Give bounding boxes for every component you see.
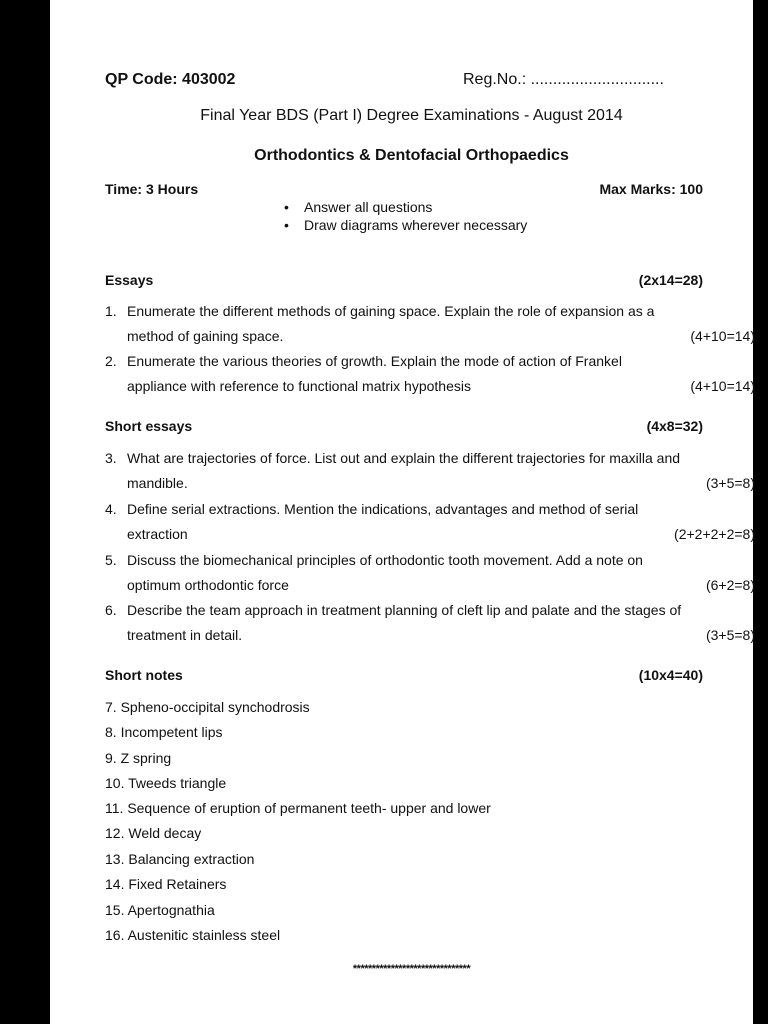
question-text-cont: method of gaining space. (127, 328, 284, 344)
short-note-item: 11. Sequence of eruption of permanent teeth- upper and lower (105, 800, 491, 816)
question-number: 2. (105, 353, 117, 369)
short-note-item: 8. Incompetent lips (105, 724, 223, 740)
instruction-item: • Draw diagrams wherever necessary (282, 216, 527, 234)
exam-paper (50, 0, 753, 1024)
instructions-list (282, 198, 527, 234)
instruction-item: • Answer all questions (282, 198, 527, 216)
question-number: 5. (105, 552, 117, 568)
short-note-item: 14. Fixed Retainers (105, 876, 227, 892)
short-note-item: 9. Z spring (105, 750, 172, 766)
short-essays-marks: (4x8=32) (646, 418, 703, 434)
question-marks: (3+5=8) (705, 627, 755, 643)
question-marks: (2+2+2+2=8) (674, 526, 755, 542)
question-text-cont: treatment in detail. (127, 627, 243, 643)
question-marks: (4+10=14) (690, 378, 755, 394)
short-note-item: 12. Weld decay (105, 825, 202, 841)
essays-marks: (2x14=28) (638, 272, 703, 288)
short-essays-heading: Short essays (105, 418, 193, 434)
question-text: Define serial extractions. Mention the indications, advantages and method of serial (127, 501, 639, 517)
question-marks: (3+5=8) (705, 475, 755, 491)
subject-title: Orthodontics & Dentofacial Orthopaedics (254, 147, 569, 164)
question-number: 3. (105, 450, 117, 466)
question-text: Describe the team approach in treatment planning of cleft lip and palate and the stages of (127, 602, 682, 618)
reg-no: Reg.No.: .............................. (463, 71, 664, 88)
question-text: Enumerate the different methods of gaining space. Explain the role of expansion as a (127, 303, 655, 319)
short-note-item: 10. Tweeds triangle (105, 775, 227, 791)
essays-heading: Essays (105, 272, 154, 288)
question-number: 6. (105, 602, 117, 618)
qp-code: QP Code: 403002 (105, 71, 236, 88)
max-marks: Max Marks: 100 (599, 181, 703, 197)
question-text-cont: extraction (127, 526, 188, 542)
end-of-paper-stars: ******************************* (352, 963, 471, 975)
short-note-item: 7. Spheno-occipital synchodrosis (105, 699, 310, 715)
question-text: Enumerate the various theories of growth. Explain the mode of action of Frankel (127, 353, 622, 369)
question-number: 4. (105, 501, 117, 517)
question-marks: (4+10=14) (690, 328, 755, 344)
short-note-item: 13. Balancing extraction (105, 851, 255, 867)
question-marks: (6+2=8) (705, 577, 755, 593)
short-note-item: 15. Apertognathia (105, 902, 215, 918)
short-note-item: 16. Austenitic stainless steel (105, 927, 281, 943)
short-notes-heading: Short notes (105, 667, 183, 683)
exam-title: Final Year BDS (Part I) Degree Examinations - August 2014 (200, 107, 623, 124)
question-text: What are trajectories of force. List out and explain the different trajectories for maxilla and (127, 450, 681, 466)
question-text-cont: optimum orthodontic force (127, 577, 289, 593)
question-text-cont: appliance with reference to functional matrix hypothesis (127, 378, 471, 394)
question-text: Discuss the biomechanical principles of orthodontic tooth movement. Add a note on (127, 552, 643, 568)
question-text-cont: mandible. (127, 475, 188, 491)
time-allowed: Time: 3 Hours (105, 181, 199, 197)
short-notes-marks: (10x4=40) (638, 667, 703, 683)
question-number: 1. (105, 303, 117, 319)
